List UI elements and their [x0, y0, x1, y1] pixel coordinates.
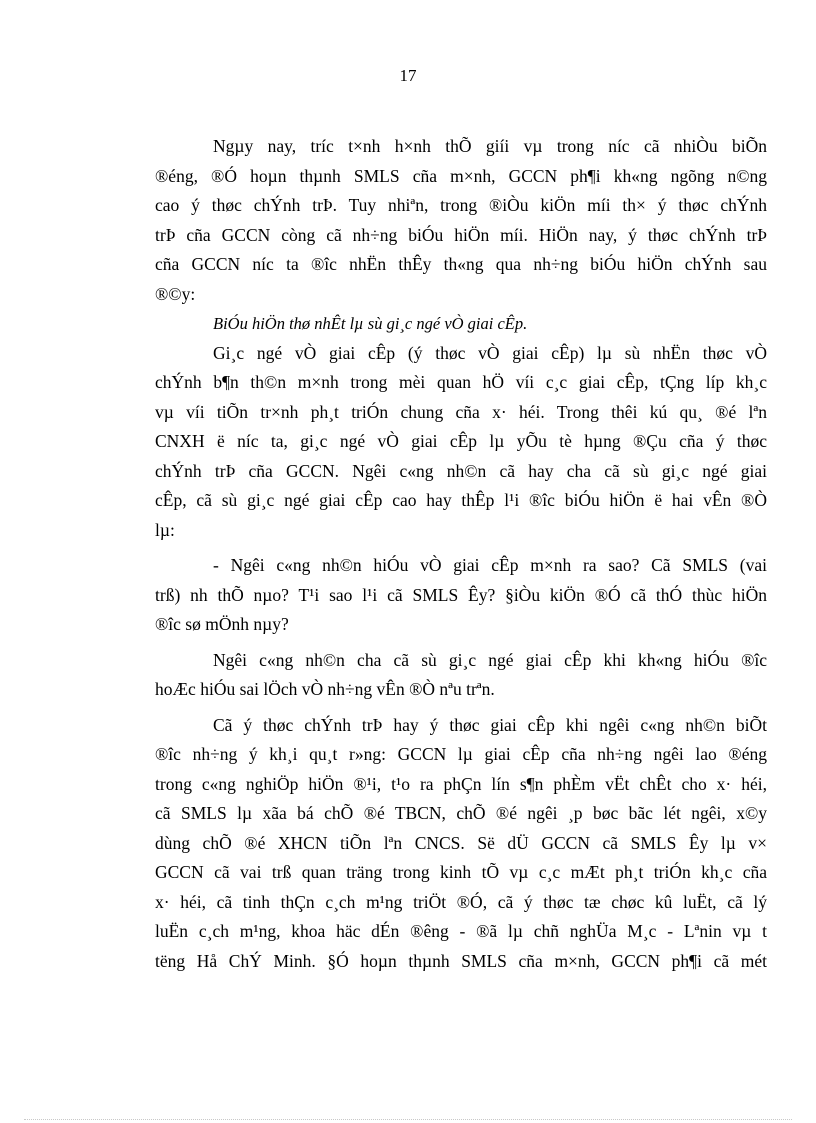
text-line: Ngêi c«ng nh©n cha cã sù gi¸c ngé giai cÊp khi kh«ng hiÓu ®îc — [213, 649, 767, 670]
body-text — [155, 132, 767, 976]
text-line: vµ víi tiÕn tr×nh ph¸t triÓn chung cña x· héi. Trong thêi kú qu¸ ®é lªn — [155, 401, 767, 422]
text-line: tëng Hå ChÝ Minh. §Ó hoµn thµnh SMLS cña m×nh, GCCN ph¶i cã mét — [155, 950, 767, 971]
text-line: chÝnh b¶n th©n m×nh trong mèi quan hÖ víi c¸c giai cÊp, tÇng líp kh¸c — [155, 372, 767, 392]
text-line: cÊp, cã sù gi¸c ngé giai cÊp cao hay thÊp l¹i ®îc biÓu hiÖn ë hai vÊn ®Ò — [155, 490, 767, 510]
text-line: cao ý thøc chÝnh trÞ. Tuy nhiªn, trong ®iÒu kiÖn míi th× ý thøc chÝnh — [155, 195, 767, 215]
text-line: luËn c¸ch m¹ng, khoa häc dÉn ®êng - ®ã lµ chñ nghÜa M¸c - Lªnin vµ t — [155, 921, 767, 941]
text-line: CNXH ë níc ta, gi¸c ngé vÒ giai cÊp lµ yÕu tè hµng ®Çu cña ý thøc — [155, 431, 767, 451]
text-line: - Ngêi c«ng nh©n hiÓu vÒ giai cÊp m×nh ra sao? Cã SMLS (vai — [213, 555, 767, 575]
text-line: GCCN cã vai trß quan träng trong kinh tÕ vµ c¸c mÆt ph¸t triÓn kh¸c cña — [155, 862, 767, 882]
page-number: 17 — [399, 66, 417, 85]
text-line: trß) nh thÕ nµo? T¹i sao l¹i cã SMLS Êy? §iÒu kiÖn ®Ó cã thÓ thùc hiÖn — [155, 584, 767, 605]
text-line: ®éng, ®Ó hoµn thµnh SMLS cña m×nh, GCCN ph¶i kh«ng ngõng n©ng — [155, 165, 767, 186]
subheading-line: BiÓu hiÖn thø nhÊt lµ sù gi¸c ngé vÒ giai cÊp. — [213, 314, 528, 333]
text-line: cña GCCN níc ta ®îc nhËn thÊy th«ng qua nh÷ng biÓu hiÖn chÝnh sau — [155, 254, 767, 274]
text-line: ®©y: — [155, 283, 196, 304]
text-line: trong c«ng nghiÖp hiÖn ®¹i, t¹o ra phÇn lín s¶n phÈm vËt chÊt cho x· héi, — [155, 773, 767, 794]
text-line: cã SMLS lµ xãa bá chÕ ®é TBCN, chÕ ®é ngêi ¸p bøc bãc lét ngêi, x©y — [155, 803, 767, 823]
text-line: hoÆc hiÓu sai lÖch vÒ nh÷ng vÊn ®Ò nªu trªn. — [155, 679, 495, 699]
text-line: Gi¸c ngé vÒ giai cÊp (ý thøc vÒ giai cÊp) lµ sù nhËn thøc vÒ — [213, 342, 767, 363]
text-line: dùng chÕ ®é XHCN tiÕn lªn CNCS. Së dÜ GCCN cã SMLS Êy lµ v× — [155, 832, 767, 853]
text-line: lµ: — [155, 519, 175, 540]
text-line: chÝnh trÞ cña GCCN. Ngêi c«ng nh©n cã hay cha cã sù gi¸c ngé giai — [155, 460, 767, 481]
text-line: Cã ý thøc chÝnh trÞ hay ý thøc giai cÊp khi ngêi c«ng nh©n biÕt — [213, 714, 767, 735]
text-line: ®îc nh÷ng ý kh¸i qu¸t r»ng: GCCN lµ giai cÊp cña nh÷ng ngêi lao ®éng — [155, 744, 767, 764]
page-bottom-divider — [24, 1119, 792, 1120]
text-line: x· héi, cã tinh thÇn c¸ch m¹ng triÖt ®Ó, cã ý thøc tæ chøc kû luËt, cã lý — [155, 891, 767, 912]
text-line: trÞ cña GCCN còng cã nh÷ng biÓu hiÖn míi. HiÖn nay, ý thøc chÝnh trÞ — [155, 224, 767, 245]
text-line: Ngµy nay, tríc t×nh h×nh thÕ giíi vµ trong níc cã nhiÒu biÕn — [213, 136, 767, 156]
text-line: ®îc sø mÖnh nµy? — [155, 614, 289, 634]
